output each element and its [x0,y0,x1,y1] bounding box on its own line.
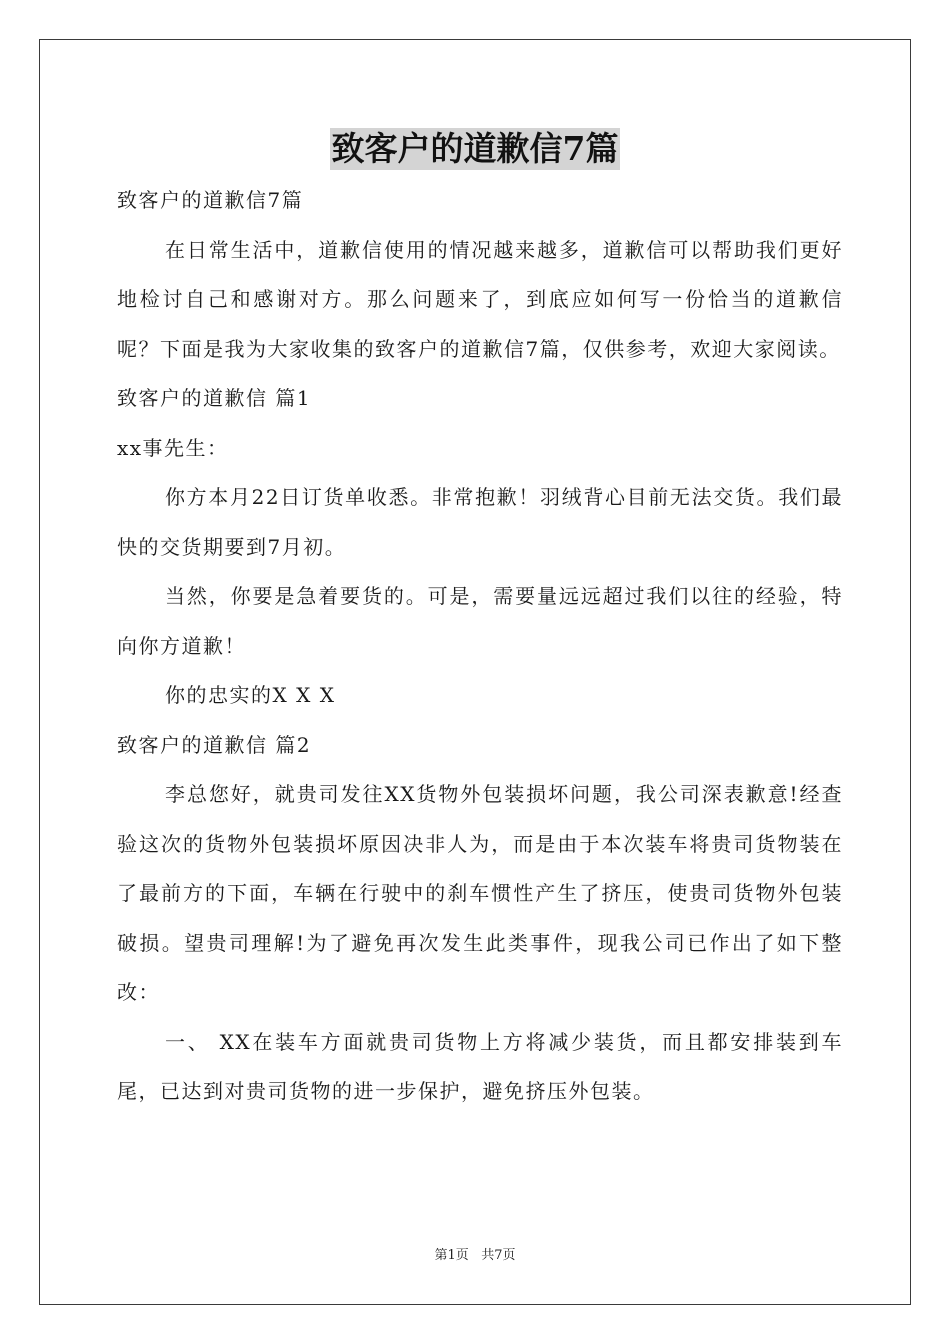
intro-paragraph: 在日常生活中，道歉信使用的情况越来越多，道歉信可以帮助我们更好地检讨自己和感谢对方。那么问题来了，到底应如何写一份恰当的道歉信呢？下面是我为大家收集的致客户的道歉信7篇，仅供参考，欢迎大家阅读。 [117,237,843,361]
page-total: 共7页 [481,1248,516,1263]
section2-paragraph-1: 李总您好，就贵司发往XX货物外包装损坏问题，我公司深表歉意!经查验这次的货物外包装损坏原因决非人为，而是由于本次装车将贵司货物装在了最前方的下面，车辆在行驶中的刹车惯性产生了挤压，使贵司货物外包装破损。望贵司理解!为了避免再次发生此类事件，现我公司已作出了如下整改： [117,782,843,1004]
letter-closing: 你的忠实的X X X [165,683,336,707]
salutation: xx事先生： [117,435,229,460]
section1-paragraph-2: 当然，你要是急着要货的。可是，需要量远远超过我们以往的经验，特向你方道歉！ [117,584,843,658]
title-container [0,128,950,170]
page-number: 第1页 [434,1248,469,1263]
section2-paragraph-2: 一、 XX在装车方面就贵司货物上方将减少装货，而且都安排装到车尾，已达到对贵司货物的进一步保护，避免挤压外包装。 [117,1029,843,1103]
document-body [117,176,843,1117]
section-heading-1: 致客户的道歉信 篇1 [117,386,312,410]
section1-paragraph-1: 你方本月22日订货单收悉。非常抱歉！羽绒背心目前无法交货。我们最快的交货期要到7月初。 [117,485,843,559]
section-heading-2: 致客户的道歉信 篇2 [117,732,312,757]
document-title: 致客户的道歉信7篇 [331,129,619,168]
page-footer [0,1247,950,1265]
document-subtitle: 致客户的道歉信7篇 [117,188,304,212]
